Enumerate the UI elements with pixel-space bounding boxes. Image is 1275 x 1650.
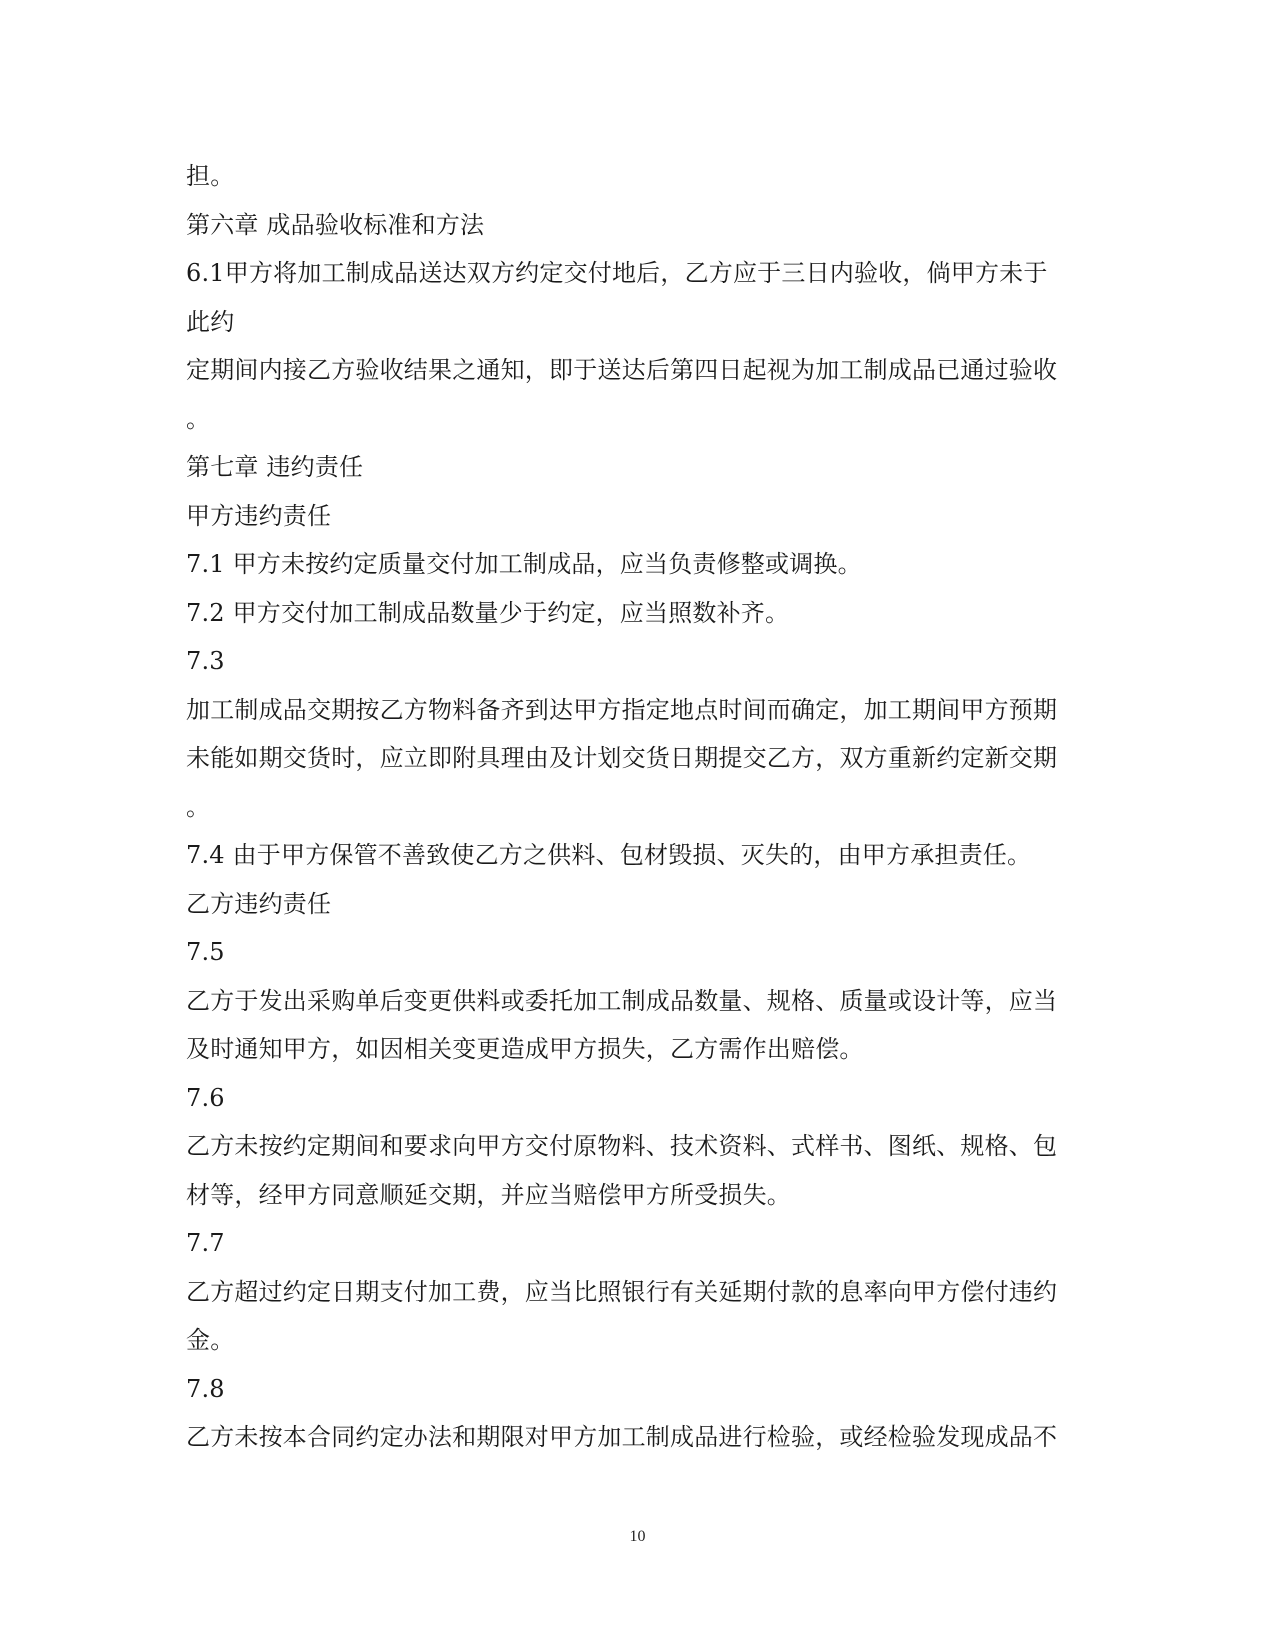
clause-line: 7.2 甲方交付加工制成品数量少于约定，应当照数补齐。: [186, 598, 790, 627]
clause-number: 7.7: [186, 1229, 225, 1257]
text-line: 此约: [186, 307, 235, 336]
text-line: 6.1甲方将加工制成品送达双方约定交付地后，乙方应于三日内验收，倘甲方未于: [186, 259, 1048, 287]
text-line: 担。: [186, 162, 235, 190]
clause-line: 7.4 由于甲方保管不善致使乙方之供料、包材毁损、灭失的，由甲方承担责任。: [186, 841, 1032, 869]
document-body: [186, 152, 1086, 1462]
text-line: 乙方于发出采购单后变更供料或委托加工制成品数量、规格、质量或设计等，应当: [186, 986, 1058, 1015]
text-line: 加工制成品交期按乙方物料备齐到达甲方指定地点时间而确定，加工期间甲方预期: [186, 695, 1058, 724]
chapter-heading: 第六章 成品验收标准和方法: [186, 210, 485, 239]
text-line: 未能如期交货时，应立即附具理由及计划交货日期提交乙方，双方重新约定新交期: [186, 744, 1058, 772]
text-line: 乙方未按约定期间和要求向甲方交付原物料、技术资料、式样书、图纸、规格、包: [186, 1132, 1058, 1160]
text-line: 材等，经甲方同意顺延交期，并应当赔偿甲方所受损失。: [186, 1180, 791, 1209]
section-heading: 甲方违约责任: [186, 501, 332, 530]
text-line: 乙方未按本合同约定办法和期限对甲方加工制成品进行检验，或经检验发现成品不: [186, 1423, 1058, 1451]
clause-line: 7.1 甲方未按约定质量交付加工制成品，应当负责修整或调换。: [186, 550, 862, 578]
text-line: 定期间内接乙方验收结果之通知，即于送达后第四日起视为加工制成品已通过验收: [186, 356, 1058, 384]
text-line: 金。: [186, 1326, 235, 1354]
section-heading: 乙方违约责任: [186, 889, 332, 918]
text-line: 。: [186, 404, 211, 433]
clause-number: 7.3: [186, 647, 225, 675]
clause-number: 7.5: [186, 938, 225, 966]
text-line: 乙方超过约定日期支付加工费，应当比照银行有关延期付款的息率向甲方偿付违约: [186, 1277, 1058, 1306]
text-line: 。: [186, 792, 211, 821]
text-line: 及时通知甲方，如因相关变更造成甲方损失，乙方需作出赔偿。: [186, 1035, 864, 1063]
clause-number: 7.8: [186, 1374, 225, 1403]
clause-number: 7.6: [186, 1083, 225, 1112]
chapter-heading: 第七章 违约责任: [186, 453, 364, 481]
page-number: 10: [629, 1528, 646, 1545]
